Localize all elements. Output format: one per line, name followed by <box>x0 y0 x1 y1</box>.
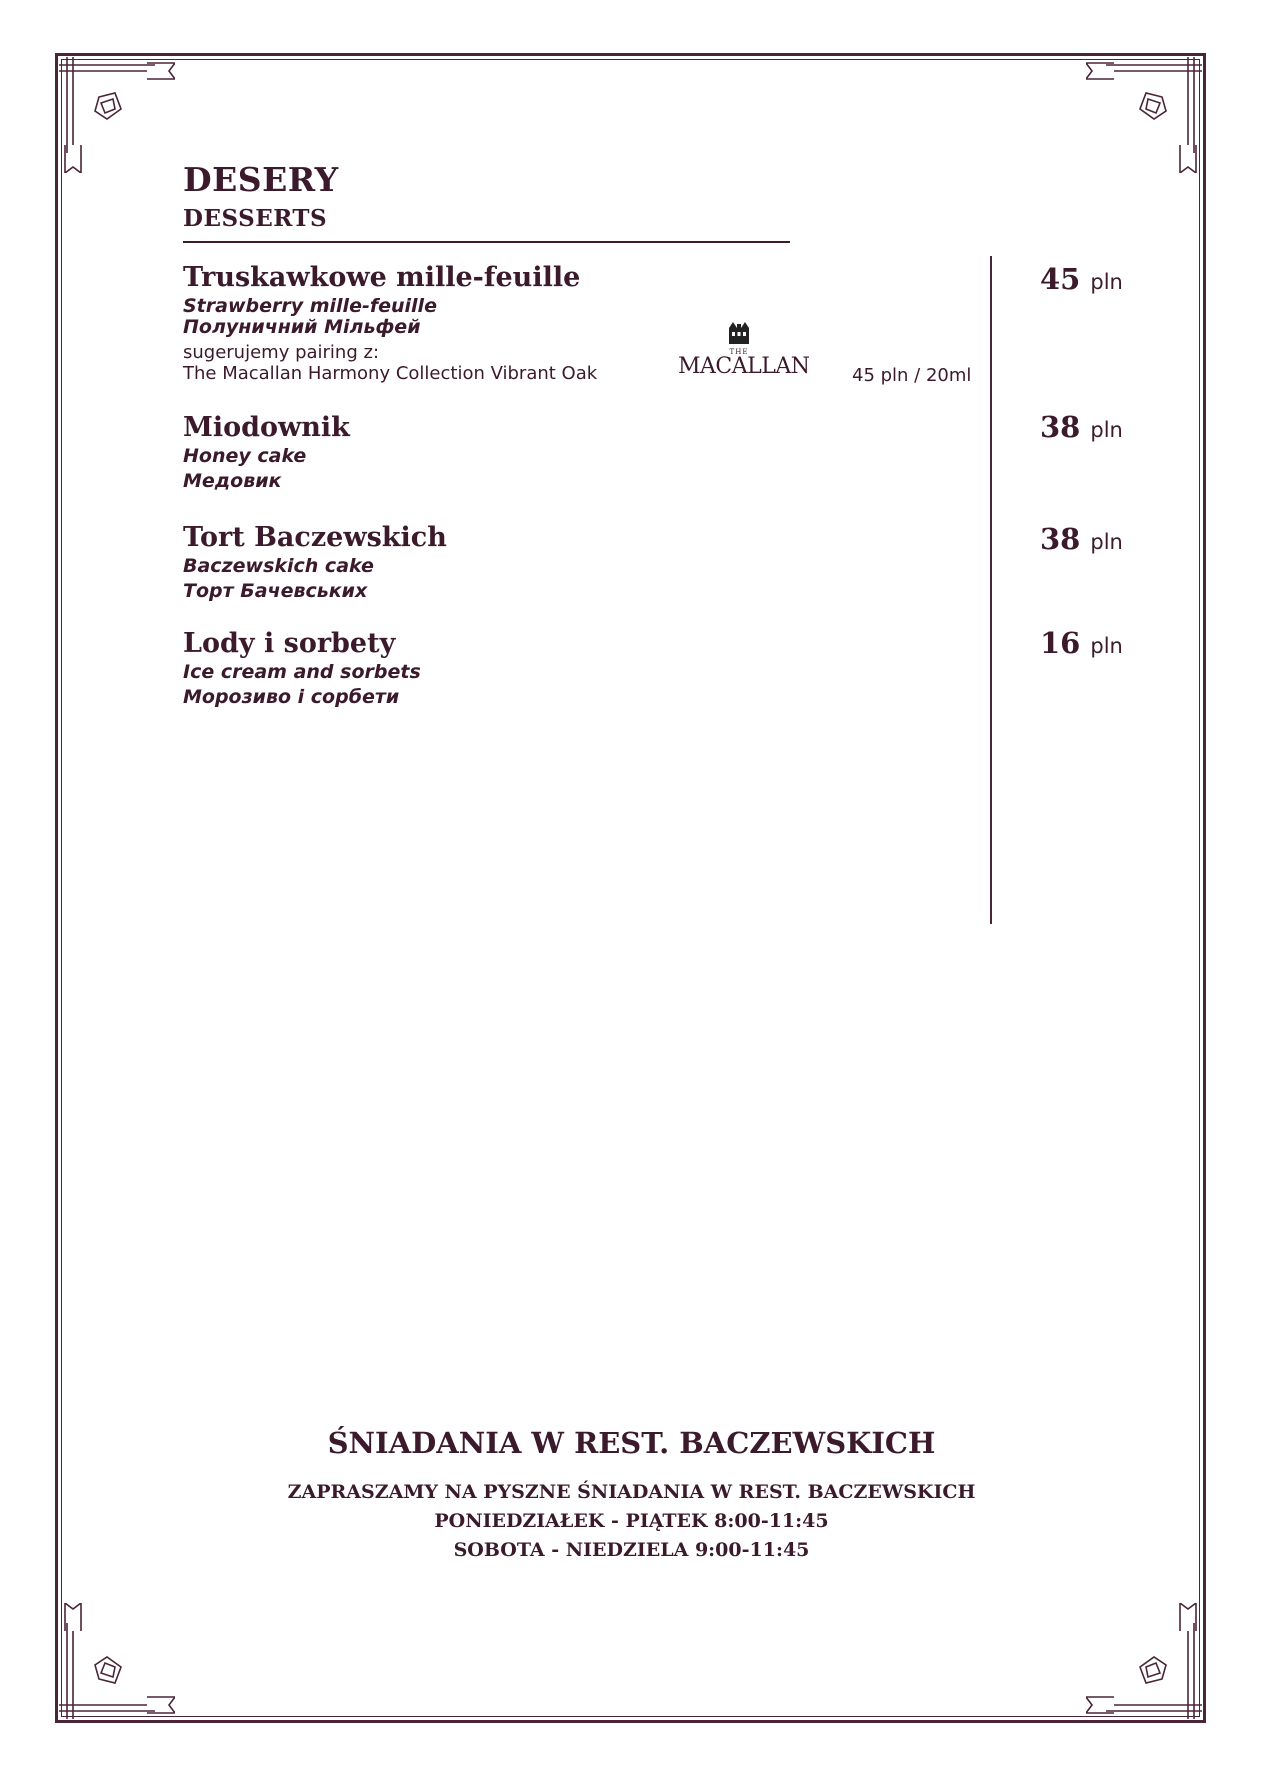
item-price <box>1040 410 1123 444</box>
corner-ornament-bottom-left <box>55 1603 175 1723</box>
item-name-ua: Полуничний Мільфей <box>183 316 421 338</box>
menu-item <box>183 628 421 710</box>
menu-item <box>183 262 597 384</box>
price-value: 45 <box>1040 262 1081 296</box>
section-title: DESERY <box>183 160 339 199</box>
price-column-divider <box>990 256 992 924</box>
item-price <box>1040 522 1123 556</box>
corner-ornament-bottom-right <box>1086 1603 1206 1723</box>
item-price <box>1040 262 1123 296</box>
corner-ornament-top-left <box>55 53 175 173</box>
price-currency: pln <box>1090 634 1123 658</box>
item-name-en: Strawberry mille-feuille <box>183 295 437 317</box>
item-name: Lody i sorbety <box>183 628 396 659</box>
breakfast-title: ŚNIADANIA W REST. BACZEWSKICH <box>327 1426 936 1460</box>
item-name-ua: Торт Бачевських <box>183 580 368 602</box>
macallan-house-icon <box>727 320 751 346</box>
item-name-en: Honey cake <box>183 445 307 467</box>
breakfast-weekend-hours: SOBOTA - NIEDZIELA 9:00-11:45 <box>453 1539 810 1561</box>
breakfast-weekday-hours: PONIEDZIAŁEK - PIĄTEK 8:00-11:45 <box>434 1510 829 1532</box>
macallan-logo <box>678 320 810 382</box>
pairing-label: sugerujemy pairing z: <box>183 342 380 363</box>
item-name-en: Ice cream and sorbets <box>183 661 421 683</box>
item-name: Truskawkowe mille-feuille <box>183 262 581 293</box>
menu-item <box>183 522 447 604</box>
item-name-ua: Медовик <box>183 470 282 492</box>
item-price <box>1040 626 1123 660</box>
section-subtitle: DESSERTS <box>183 205 328 232</box>
item-name: Miodownik <box>183 412 350 443</box>
pairing-price: 45 pln / 20ml <box>852 365 972 386</box>
price-currency: pln <box>1090 270 1123 294</box>
item-name-ua: Морозиво і сорбети <box>183 686 400 708</box>
price-value: 38 <box>1040 410 1081 444</box>
header-divider <box>183 241 790 243</box>
pairing-text: The Macallan Harmony Collection Vibrant Oak <box>183 363 598 384</box>
corner-ornament-top-right <box>1086 53 1206 173</box>
price-value: 38 <box>1040 522 1081 556</box>
item-name-en: Baczewskich cake <box>183 555 374 577</box>
item-name: Tort Baczewskich <box>183 522 447 553</box>
price-currency: pln <box>1090 418 1123 442</box>
price-value: 16 <box>1040 626 1081 660</box>
breakfast-invite: ZAPRASZAMY NA PYSZNE ŚNIADANIA W REST. BACZEWSKICH <box>287 1481 976 1503</box>
logo-the: THE <box>729 348 749 356</box>
menu-item <box>183 412 350 494</box>
logo-wordmark: MACALLAN <box>678 354 810 379</box>
price-currency: pln <box>1090 530 1123 554</box>
